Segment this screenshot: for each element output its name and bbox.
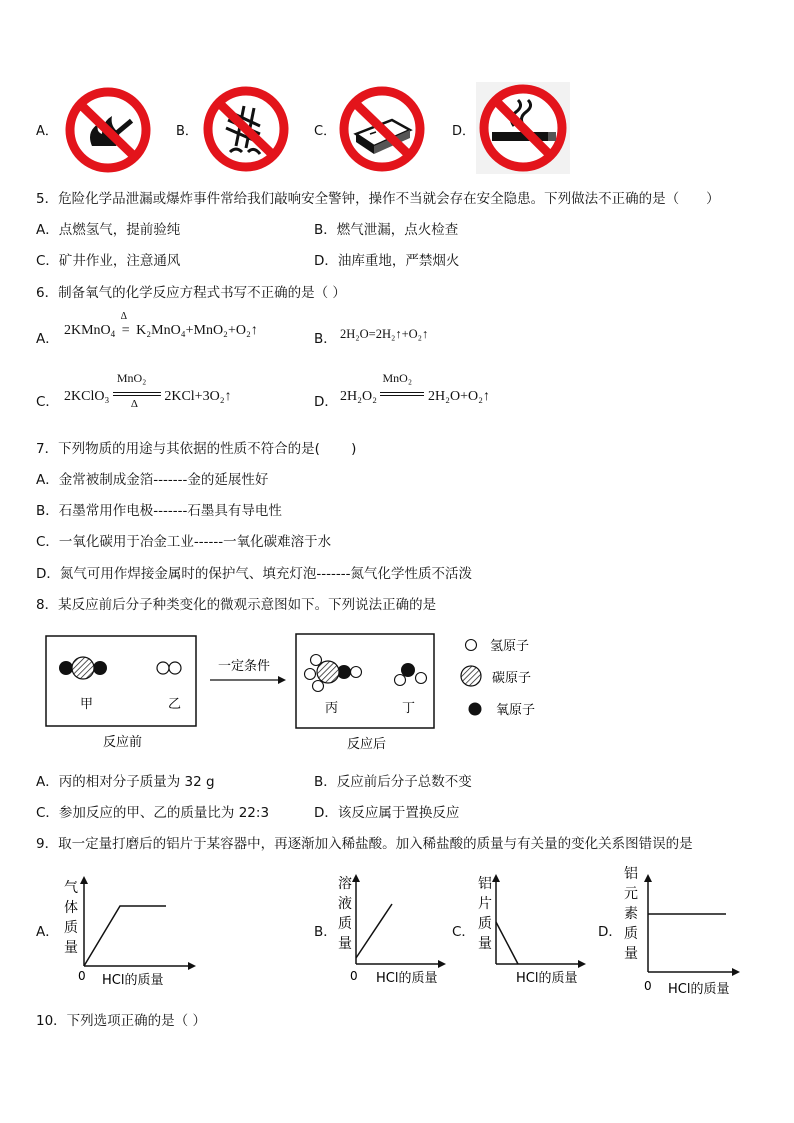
q9-graph-a-ylabel-char: 质 xyxy=(64,920,78,936)
q6-option-d-equation xyxy=(340,371,490,405)
q6-c-reactant: 2KClO₃ xyxy=(64,389,110,404)
q9-c-xlabel: HCl的质量 xyxy=(516,971,578,986)
no-matches-icon xyxy=(336,84,428,174)
legend-hydrogen: 氢原子 xyxy=(490,639,530,654)
q4-option-b-label: B． xyxy=(176,124,198,139)
q9-a-curve xyxy=(84,906,166,966)
q6-option-c-label: C． xyxy=(36,394,59,410)
q9-graph-c xyxy=(474,872,594,990)
q9-a-origin: 0 xyxy=(78,969,86,983)
q9-graph-d-ylabel-char: 量 xyxy=(624,946,638,962)
legend-carbon: 碳原子 xyxy=(492,671,532,686)
q9-b-curve xyxy=(356,904,392,958)
q9-graph-a xyxy=(60,872,200,990)
q7-option-c: C．一氧化碳用于冶金工业------一氧化碳难溶于水 xyxy=(36,534,332,550)
q5-option-d: D．油库重地，严禁烟火 xyxy=(314,253,460,269)
q8-option-c: C．参加反应的甲、乙的质量比为 22:3 xyxy=(36,805,270,821)
q9-graph-c-ylabel-char: 量 xyxy=(478,936,492,952)
q8-stem: 8．某反应前后分子种类变化的微观示意图如下。下列说法正确的是 xyxy=(36,597,437,613)
no-open-flame-icon xyxy=(62,86,154,174)
q8-option-b: B．反应前后分子总数不变 xyxy=(314,774,472,790)
legend-carbon-icon xyxy=(461,666,481,686)
molecule-ding xyxy=(395,663,427,686)
q7-option-d: D．氮气可用作焊接金属时的保护气、填充灯泡-------氮气化学性质不活泼 xyxy=(36,566,472,582)
label-yi: 乙 xyxy=(168,697,182,712)
q6-a-products: K₂MnO₄+MnO₂+O₂↑ xyxy=(136,323,258,338)
molecule-bing xyxy=(305,655,362,692)
q9-graph-d-ylabel-char: 素 xyxy=(624,906,638,922)
q9-option-d-label: D． xyxy=(598,924,622,940)
label-condition: 一定条件 xyxy=(218,659,271,674)
q9-graph-b-ylabel-char: 质 xyxy=(338,916,352,932)
no-fireworks-icon xyxy=(200,84,292,174)
q6-c-catalyst: MnO₂ xyxy=(116,371,147,385)
q9-graph-a-ylabel-char: 体 xyxy=(64,900,78,916)
molecule-jia xyxy=(59,657,107,679)
q6-stem: 6．制备氧气的化学反应方程式书写不正确的是（ ） xyxy=(36,285,346,301)
q9-d-xlabel: HCl的质量 xyxy=(668,982,730,996)
q6-d-catalyst: MnO₂ xyxy=(382,371,413,385)
q6-a-heat-symbol: Δ xyxy=(120,311,128,322)
no-smoking-icon xyxy=(476,82,570,174)
q6-c-heat-symbol: Δ xyxy=(130,398,138,410)
q9-b-origin: 0 xyxy=(350,969,358,983)
q6-option-c-equation xyxy=(64,371,232,410)
label-before: 反应前 xyxy=(103,735,143,750)
q5-option-a: A．点燃氢气，提前验纯 xyxy=(36,222,181,238)
q9-option-b-label: B． xyxy=(314,924,337,940)
q9-option-a-label: A． xyxy=(36,924,59,940)
q7-option-a: A．金常被制成金箔-------金的延展性好 xyxy=(36,472,269,488)
q6-d-condition-arrow xyxy=(380,371,424,400)
q6-c-condition-arrow xyxy=(113,371,161,410)
q9-graph-a-ylabel-char: 量 xyxy=(64,940,78,956)
q9-graph-b-ylabel-char: 量 xyxy=(338,936,352,952)
q6-option-d-label: D． xyxy=(314,394,338,410)
q9-graph-c-ylabel-char: 铝 xyxy=(478,876,492,892)
q6-c-products: 2KCl+3O₂↑ xyxy=(164,389,232,404)
q8-reaction-diagram xyxy=(40,628,560,756)
q9-graph-b-ylabel-char: 液 xyxy=(338,896,352,912)
label-bing: 丙 xyxy=(325,701,339,716)
q9-a-xlabel: HCl的质量 xyxy=(102,973,164,988)
q9-graph-c-ylabel-char: 片 xyxy=(478,896,492,912)
q5-stem: 5．危险化学品泄漏或爆炸事件常给我们敲响安全警钟，操作不当就会存在安全隐患。下列做法不正确的是（ ） xyxy=(36,191,720,207)
q9-b-xlabel: HCl的质量 xyxy=(376,971,438,986)
legend-oxygen-icon xyxy=(469,703,482,716)
q8-option-d: D．该反应属于置换反应 xyxy=(314,805,460,821)
q6-option-a-label: A． xyxy=(36,331,59,347)
molecule-yi xyxy=(157,662,181,674)
q7-stem: 7．下列物质的用途与其依据的性质不符合的是( ) xyxy=(36,441,357,457)
label-ding: 丁 xyxy=(402,701,416,716)
q6-a-reactant: 2KMnO xyxy=(64,323,111,338)
q6-a-condition-arrow: Δ = xyxy=(120,311,130,338)
q9-option-c-label: C． xyxy=(452,924,475,940)
before-box xyxy=(46,636,196,726)
q9-d-origin: 0 xyxy=(644,979,652,993)
q5-option-c: C．矿井作业，注意通风 xyxy=(36,253,181,269)
q10-stem: 10．下列选项正确的是（ ） xyxy=(36,1013,206,1029)
q4-option-d-label: D． xyxy=(452,124,476,139)
q9-graph-b-ylabel-char: 溶 xyxy=(338,876,352,892)
label-jia: 甲 xyxy=(80,697,94,712)
q4-option-a-label: A． xyxy=(36,124,58,139)
q9-graph-a-ylabel-char: 气 xyxy=(64,880,78,896)
q9-graph-d-ylabel-char: 元 xyxy=(624,886,638,902)
legend xyxy=(461,639,535,718)
q6-d-reactant: 2H₂O₂ xyxy=(340,389,377,404)
q9-graph-b xyxy=(334,872,454,990)
label-after: 反应后 xyxy=(347,737,387,752)
q9-stem: 9．取一定量打磨后的铝片于某容器中，再逐渐加入稀盐酸。加入稀盐酸的质量与有关量的变化关系图错误的是 xyxy=(36,836,693,852)
q9-graph-d-ylabel-char: 铝 xyxy=(624,866,638,882)
q9-graph-d-ylabel-char: 质 xyxy=(624,926,638,942)
q6-option-b-label: B． xyxy=(314,331,337,347)
q6-d-products: 2H₂O+O₂↑ xyxy=(427,389,490,404)
q8-option-a: A．丙的相对分子质量为 32 g xyxy=(36,774,215,790)
q5-option-b: B．燃气泄漏，点火检查 xyxy=(314,222,459,238)
legend-oxygen: 氧原子 xyxy=(496,703,536,718)
q6-option-b-equation: 2H₂O=2H₂↑+O₂↑ xyxy=(340,327,429,341)
q9-graph-d xyxy=(620,860,750,996)
legend-hydrogen-icon xyxy=(466,640,477,651)
q9-graph-c-ylabel-char: 质 xyxy=(478,916,492,932)
q4-option-c-label: C． xyxy=(314,124,337,139)
q6-option-a-equation: 2KMnO$_4$ Δ = K₂MnO₄+MnO₂+O₂↑ xyxy=(64,311,258,339)
q9-c-curve xyxy=(496,922,518,964)
q7-option-b: B．石墨常用作电极-------石墨具有导电性 xyxy=(36,503,282,519)
